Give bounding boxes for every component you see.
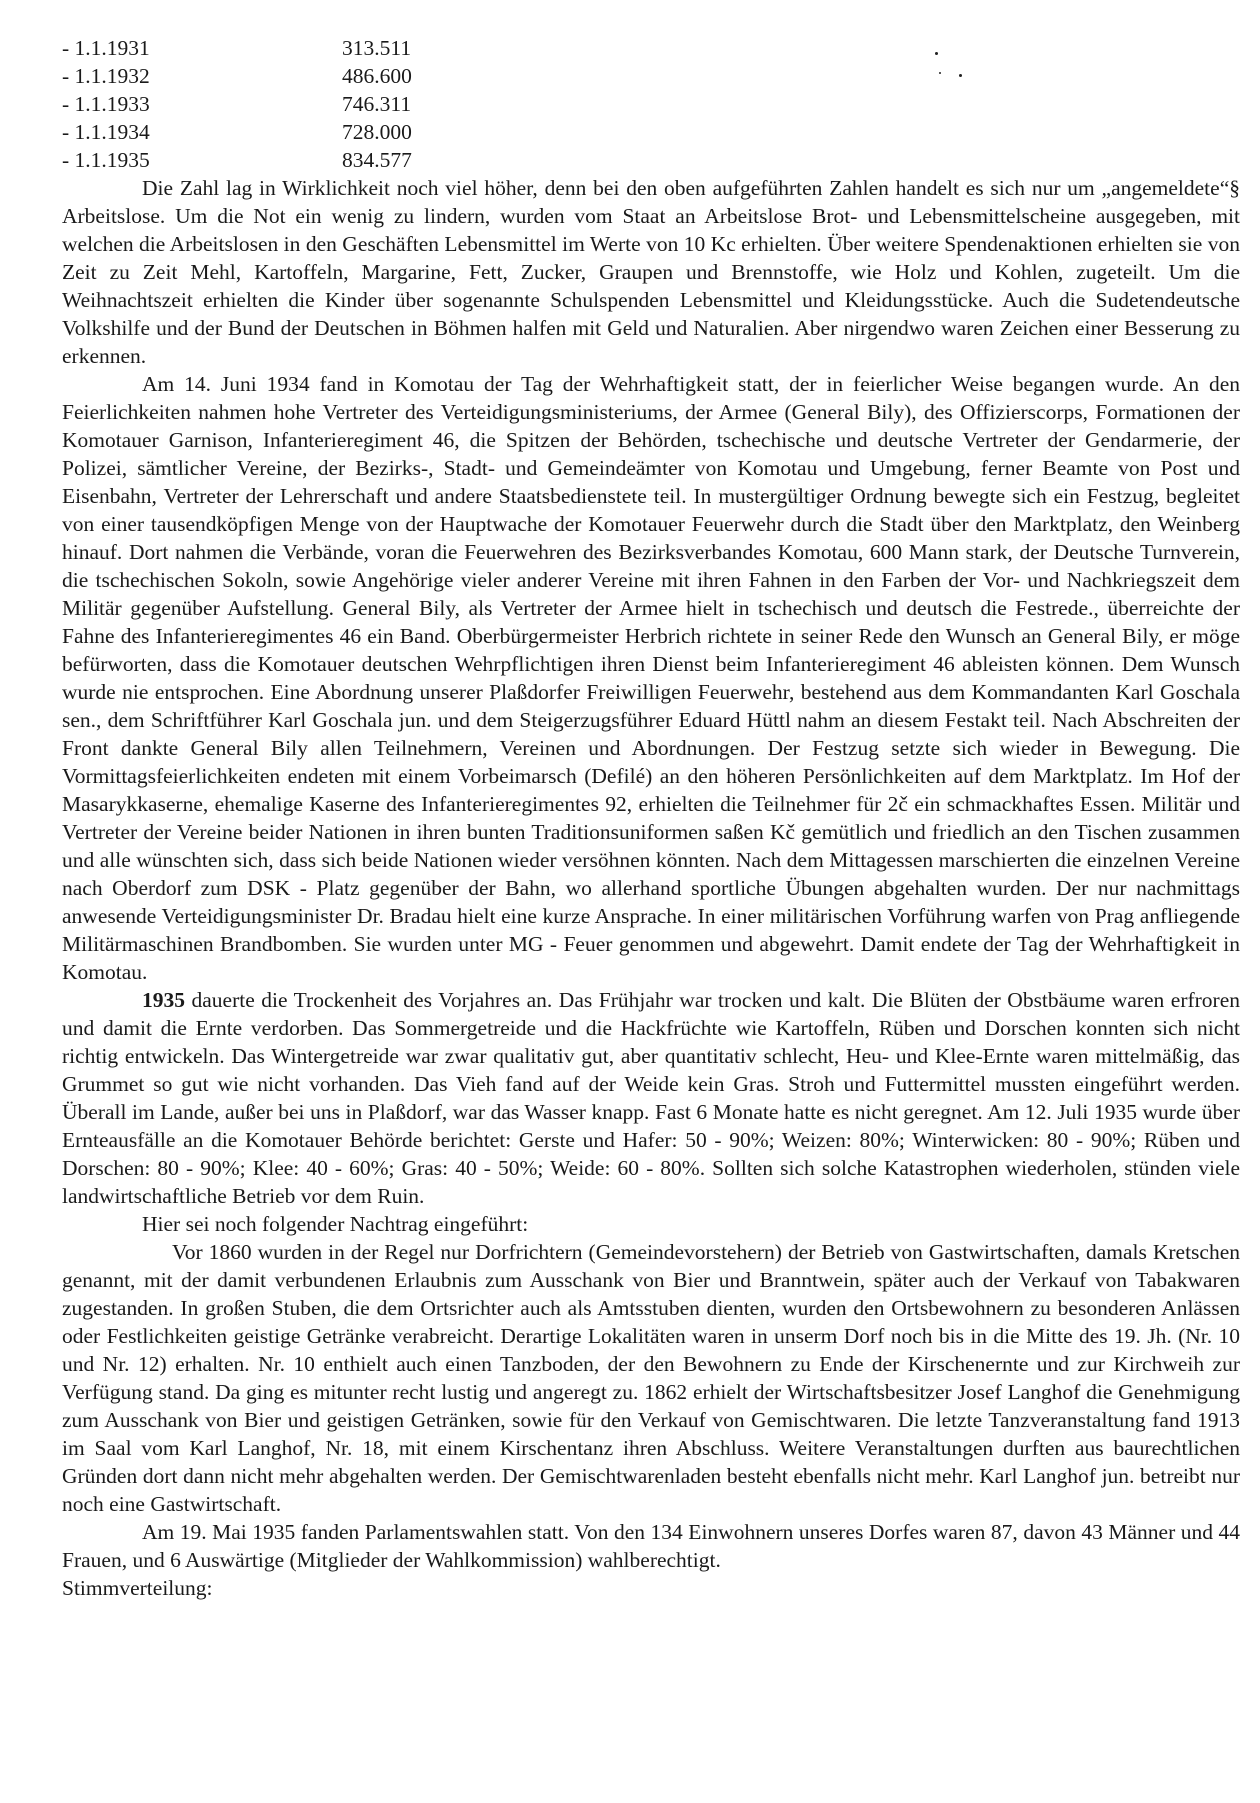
table-value: 834.577 (342, 148, 412, 172)
table-date: - 1.1.1933 (62, 92, 150, 116)
table-date: - 1.1.1935 (62, 148, 150, 172)
paragraph-nachtrag-intro: Hier sei noch folgender Nachtrag eingeführt: (142, 1212, 529, 1236)
scan-specks (935, 52, 975, 92)
year-heading: 1935 (142, 988, 185, 1012)
paragraph-drought (62, 986, 1240, 1210)
paragraph-wehrhaftigkeit: Am 14. Juni 1934 fand in Komotau der Tag der Wehrhaftigkeit statt, der in feierlicher Weise begangen wurde. An den Feierlichkeiten nahmen hohe Vertreter des Verteidigungsministeriums, der Armee (General Bily), des Offizierscorps, Formationen der Komotauer Garnison, Infanterieregiment 46, die Spitzen der Behörden, tschechische und deutsche Vertreter der Gendarmerie, der Polizei, sämtlicher Vereine, der Bezirks-, Stadt- und Gemeindeämter von Komotau und Umgebung, ferner Beamte von Post und Eisenbahn, Vertreter der Lehrerschaft und andere Staatsbedienstete teil. In mustergültiger Ordnung bewegte sich ein Festzug, begleitet von einer tausendköpfigen Menge von der Hauptwache der Komotauer Feuerwehr durch die Stadt über den Marktplatz, den Weinberg hinauf. Dort nahmen die Verbände, voran die Feuerwehren des Bezirksverbandes Komotau, 600 Mann stark, der Deutsche Turnverein, die tschechischen Sokoln, sowie Angehörige vieler anderer Vereine mit ihren Fahnen in den Farben der Vor- und Nachkriegszeit dem Militär gegenüber Aufstellung. General Bily, als Vertreter der Armee hielt in tschechisch und deutsch die Festrede., überreichte der Fahne des Infanterieregimentes 46 ein Band. Oberbürgermeister Herbrich richtete in seiner Rede den Wunsch an General Bily, er möge befürworten, dass die Komotauer deutschen Wehrpflichtigen ihren Dienst beim Infanterieregiment 46 ableisten können. Dem Wunsch wurde nie entsprochen. Eine Abordnung unserer Plaßdorfer Freiwilligen Feuerwehr, bestehend aus dem Kommandanten Karl Goschala sen., dem Schriftführer Karl Goschala jun. und dem Steigerzugsführer Eduard Hüttl nahm an diesem Festakt teil. Nach Abschreiten der Front dankte General Bily allen Teilnehmern, Vereinen und Abordnungen. Der Festzug setzte sich wieder in Bewegung. Die Vormittagsfeierlichkeiten endeten mit einem Vorbeimarsch (Defilé) an den höheren Persönlichkeiten auf dem Marktplatz. Im Hof der Masarykkaserne, ehemalige Kaserne des Infanterieregimentes 92, erhielten die Teilnehmer für 2č ein schmackhaftes Essen. Militär und Vertreter der Vereine beider Nationen in ihren bunten Traditionsuniformen saßen Kč gemütlich und friedlich an den Tischen zusammen und alle wünschten sich, dass sich beide Nationen wieder versöhnen könnten. Nach dem Mittagessen marschierten die einzelnen Vereine nach Oberdorf zum DSK - Platz gegenüber der Bahn, wo allerhand sportliche Übungen abgehalten wurden. Der nur nachmittags anwesende Verteidigungsminister Dr. Bradau hielt eine kurze Ansprache. In einer militärischen Vorführung warfen von Prag anfliegende Militärmaschinen Brandbomben. Sie wurden unter MG - Feuer genommen und abgewehrt. Damit endete der Tag der Wehrhaftigkeit in Komotau. (62, 372, 1240, 984)
table-date: - 1.1.1931 (62, 36, 150, 60)
table-value: 746.311 (342, 92, 412, 116)
body-text (62, 174, 1240, 1602)
unemployment-table (62, 34, 482, 174)
paragraph-wahlen: Am 19. Mai 1935 fanden Parlamentswahlen statt. Von den 134 Einwohnern unseres Dorfes waren 87, davon 43 Männer und 44 Frauen, und 6 Auswärtige (Mitglieder der Wahlkommission) wahlberechtigt. (62, 1520, 1240, 1572)
table-row (62, 62, 482, 90)
table-date: - 1.1.1934 (62, 120, 150, 144)
paragraph-unemployment: Die Zahl lag in Wirklichkeit noch viel höher, denn bei den oben aufgeführten Zahlen handelt es sich nur um „angemeldete“§ Arbeitslose. Um die Not ein wenig zu lindern, wurden vom Staat an Arbeitslose Brot- und Lebensmittelscheine ausgegeben, mit welchen die Arbeitslosen in den Geschäften Lebensmittel im Werte von 10 Kc erhielten. Über weitere Spendenaktionen erhielten sie von Zeit zu Zeit Mehl, Kartoffeln, Margarine, Fett, Zucker, Graupen und Brennstoffe, wie Holz und Kohlen, zugeteilt. Um die Weihnachtszeit erhielten die Kinder über sogenannte Schulspenden Lebensmittel und Kleidungsstücke. Auch die Sudetendeutsche Volkshilfe und der Bund der Deutschen in Böhmen halfen mit Geld und Naturalien. Aber nirgendwo waren Zeichen einer Besserung zu erkennen. (62, 176, 1240, 368)
table-value: 728.000 (342, 120, 412, 144)
table-row (62, 146, 482, 174)
table-row (62, 118, 482, 146)
table-row (62, 34, 482, 62)
table-date: - 1.1.1932 (62, 64, 150, 88)
stimmverteilung-label: Stimmverteilung: (62, 1576, 213, 1600)
table-value: 486.600 (342, 64, 412, 88)
table-row (62, 90, 482, 118)
table-value: 313.511 (342, 36, 412, 60)
paragraph-gastwirtschaften: Vor 1860 wurden in der Regel nur Dorfrichtern (Gemeindevorstehern) der Betrieb von Gastwirtschaften, damals Kretschen genannt, mit der damit verbundenen Erlaubnis zum Ausschank von Bier und Branntwein, später auch der Verkauf von Tabakwaren zugestanden. In großen Stuben, die dem Ortsrichter auch als Amtsstuben dienten, wurden den Ortsbewohnern zu besonderen Anlässen oder Festlichkeiten geistige Getränke verabreicht. Derartige Lokalitäten waren in unserm Dorf noch bis in die Mitte des 19. Jh. (Nr. 10 und Nr. 12) erhalten. Nr. 10 enthielt auch einen Tanzboden, der den Bewohnern zu Ende der Kirschenernte und zur Kirchweih zur Verfügung stand. Da ging es mitunter recht lustig und angeregt zu. 1862 erhielt der Wirtschaftsbesitzer Josef Langhof die Genehmigung zum Ausschank von Bier und geistigen Getränken, sowie für den Verkauf von Gemischtwaren. Die letzte Tanzveranstaltung fand 1913 im Saal vom Karl Langhof, Nr. 18, mit einem Kirschentanz ihren Abschluss. Weitere Veranstaltungen durften aus baurechtlichen Gründen dort dann nicht mehr abgehalten werden. Der Gemischtwarenladen besteht ebenfalls nicht mehr. Karl Langhof jun. betreibt nur noch eine Gastwirtschaft. (62, 1240, 1240, 1516)
paragraph-drought-text: dauerte die Trockenheit des Vorjahres an. Das Frühjahr war trocken und kalt. Die Blüten der Obstbäume waren erfroren und damit die Ernte verdorben. Das Sommergetreide und die Hackfrüchte wie Kartoffeln, Rüben und Dorschen konnten sich nicht richtig entwickeln. Das Wintergetreide war zwar qualitativ gut, aber quantitativ schlecht, Heu- und Klee-Ernte waren mittelmäßig, das Grummet so gut wie nicht vorhanden. Das Vieh fand auf der Weide kein Gras. Stroh und Futtermittel mussten eingeführt werden. Überall im Lande, außer bei uns in Plaßdorf, war das Wasser knapp. Fast 6 Monate hatte es nicht geregnet. Am 12. Juli 1935 wurde über Ernteausfälle an die Komotauer Behörde berichtet: Gerste und Hafer: 50 - 90%; Weizen: 80%; Winterwicken: 80 - 90%; Rüben und Dorschen: 80 - 90%; Klee: 40 - 60%; Gras: 40 - 50%; Weide: 60 - 80%. Sollten sich solche Katastrophen wiederholen, stünden viele landwirtschaftliche Betrieb vor dem Ruin. (62, 988, 1240, 1208)
